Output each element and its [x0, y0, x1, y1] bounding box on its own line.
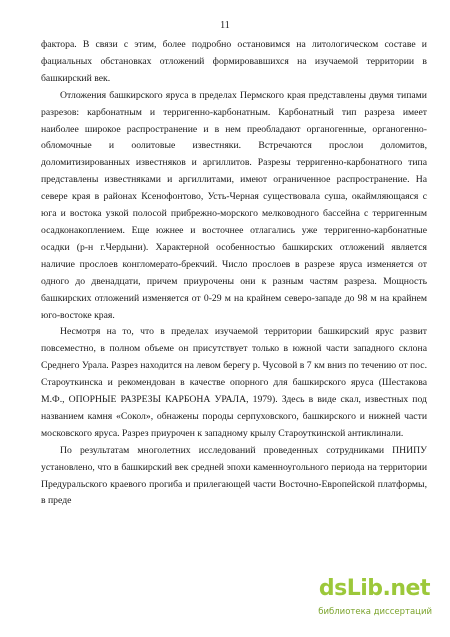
page-number: 11: [220, 20, 230, 31]
paragraph-3: Несмотря на то, что в пределах изучаемой территории башкирский ярус развит повсеместно, в полном объеме он присутствует только в южной части западного склона Среднего Урала. Разрез находится на левом берегу р. Чусовой в 7 км вниз по течению от пос. Староуткинска и рекомендован в качестве опорного для башкирского яруса (Шестакова М.Ф., ОПОРНЫЕ РАЗРЕЗЫ КАРБОНА УРАЛА, 1979). Здесь в виде скал, известных под названием камня «Сокол», обнажены породы серпуховского, башкирского и нижней части московского яруса. Разрез приурочен к западному крылу Староуткинской антиклинали.: [41, 326, 427, 439]
paragraph-2: Отложения башкирского яруса в пределах Пермского края представлены двумя типами разрезов: карбонатным и терригенно-карбонатным. Карбонатный тип разреза имеет наиболее широкое распространение и в нем преобладают органогенные, органогенно-обломочные и оолитовые известняки. Встречаются прослои доломитов, доломитизированных известняков и аргиллитов. Разрезы терригенно-карбонатного типа представлены известняками и аргиллитами, имеют ограниченное распространение. На севере края в районах Ксенофонтово, Усть-Черная существовала суша, окаймляющаяся с юга и востока узкой полосой прибрежно-морского мелководного бассейна с терригенным осадконакоплением. Еще южнее и восточнее отлагались уже терригенно-карбонатные осадки (р-н г.Чердыни). Характерной особенностью башкирских отложений является наличие прослоев конгломерато-брекчий. Число прослоев в разрезе яруса изменяется от одного до двенадцати, причем приурочены они к разным частям разреза. Мощность башкирских отложений изменяется от 0-29 м на крайнем северо-западе до 98 м на крайнем юго-востоке края.: [41, 89, 427, 321]
watermark-logo: dsLib.net: [318, 576, 430, 601]
paragraph-1: фактора. В связи с этим, более подробно остановимся на литологическом составе и фациальных обстановках отложений формировавшихся на изучаемой территории в башкирский век.: [41, 39, 427, 84]
watermark-subtitle: библиотека диссертаций: [318, 607, 432, 617]
paragraph-4: По результатам многолетних исследований проведенных сотрудниками ПНИПУ установлено, что в башкирский век средней эпохи каменноугольного периода на территории Предуральского краевого прогиба и прилегающей части Восточно-Европейской платформы, в преде: [41, 444, 427, 507]
document-body: [41, 37, 427, 510]
watermark: [318, 571, 440, 629]
